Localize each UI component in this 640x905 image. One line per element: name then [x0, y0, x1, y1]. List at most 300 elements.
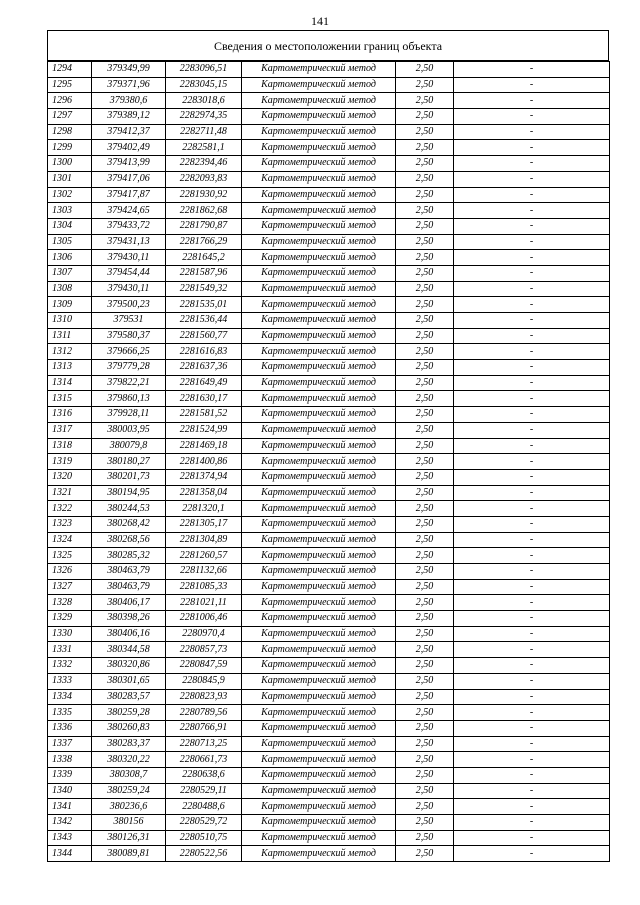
y-coordinate-cell: 2280823,93 [166, 689, 242, 705]
description-cell: - [454, 391, 610, 407]
point-number-cell: 1314 [48, 375, 92, 391]
point-number-cell: 1317 [48, 422, 92, 438]
y-coordinate-cell: 2281581,52 [166, 407, 242, 423]
description-cell: - [454, 752, 610, 768]
description-cell: - [454, 799, 610, 815]
x-coordinate-cell: 380126,31 [92, 830, 166, 846]
point-number-cell: 1333 [48, 673, 92, 689]
table-title: Сведения о местоположении границ объекта [47, 30, 609, 61]
x-coordinate-cell: 379860,13 [92, 391, 166, 407]
point-number-cell: 1307 [48, 265, 92, 281]
accuracy-cell: 2,50 [396, 689, 454, 705]
y-coordinate-cell: 2281862,68 [166, 203, 242, 219]
y-coordinate-cell: 2281645,2 [166, 250, 242, 266]
point-number-cell: 1310 [48, 313, 92, 329]
accuracy-cell: 2,50 [396, 313, 454, 329]
table-row [48, 642, 610, 658]
x-coordinate-cell: 380079,8 [92, 438, 166, 454]
description-cell: - [454, 454, 610, 470]
description-cell: - [454, 469, 610, 485]
y-coordinate-cell: 2280766,91 [166, 720, 242, 736]
x-coordinate-cell: 380194,95 [92, 485, 166, 501]
description-cell: - [454, 171, 610, 187]
accuracy-cell: 2,50 [396, 485, 454, 501]
x-coordinate-cell: 379371,96 [92, 77, 166, 93]
accuracy-cell: 2,50 [396, 626, 454, 642]
point-number-cell: 1299 [48, 140, 92, 156]
table-row [48, 109, 610, 125]
y-coordinate-cell: 2281930,92 [166, 187, 242, 203]
method-cell: Картометрический метод [242, 62, 396, 78]
table-row [48, 375, 610, 391]
description-cell: - [454, 250, 610, 266]
accuracy-cell: 2,50 [396, 203, 454, 219]
point-number-cell: 1301 [48, 171, 92, 187]
method-cell: Картометрический метод [242, 532, 396, 548]
method-cell: Картометрический метод [242, 720, 396, 736]
method-cell: Картометрический метод [242, 548, 396, 564]
accuracy-cell: 2,50 [396, 673, 454, 689]
description-cell: - [454, 548, 610, 564]
point-number-cell: 1297 [48, 109, 92, 125]
description-cell: - [454, 344, 610, 360]
table-row [48, 689, 610, 705]
accuracy-cell: 2,50 [396, 250, 454, 266]
accuracy-cell: 2,50 [396, 720, 454, 736]
method-cell: Картометрический метод [242, 391, 396, 407]
method-cell: Картометрический метод [242, 218, 396, 234]
point-number-cell: 1326 [48, 564, 92, 580]
accuracy-cell: 2,50 [396, 564, 454, 580]
method-cell: Картометрический метод [242, 611, 396, 627]
description-cell: - [454, 815, 610, 831]
y-coordinate-cell: 2281766,29 [166, 234, 242, 250]
method-cell: Картометрический метод [242, 658, 396, 674]
y-coordinate-cell: 2282974,35 [166, 109, 242, 125]
table-row [48, 469, 610, 485]
x-coordinate-cell: 379430,11 [92, 281, 166, 297]
point-number-cell: 1334 [48, 689, 92, 705]
y-coordinate-cell: 2281469,18 [166, 438, 242, 454]
y-coordinate-cell: 2282581,1 [166, 140, 242, 156]
description-cell: - [454, 642, 610, 658]
x-coordinate-cell: 379402,49 [92, 140, 166, 156]
y-coordinate-cell: 2281616,83 [166, 344, 242, 360]
accuracy-cell: 2,50 [396, 140, 454, 156]
description-cell: - [454, 846, 610, 862]
point-number-cell: 1335 [48, 705, 92, 721]
x-coordinate-cell: 379430,11 [92, 250, 166, 266]
point-number-cell: 1332 [48, 658, 92, 674]
method-cell: Картометрический метод [242, 328, 396, 344]
accuracy-cell: 2,50 [396, 218, 454, 234]
description-cell: - [454, 564, 610, 580]
x-coordinate-cell: 379433,72 [92, 218, 166, 234]
accuracy-cell: 2,50 [396, 391, 454, 407]
point-number-cell: 1342 [48, 815, 92, 831]
x-coordinate-cell: 380236,6 [92, 799, 166, 815]
accuracy-cell: 2,50 [396, 344, 454, 360]
description-cell: - [454, 265, 610, 281]
y-coordinate-cell: 2281649,49 [166, 375, 242, 391]
point-number-cell: 1320 [48, 469, 92, 485]
description-cell: - [454, 297, 610, 313]
x-coordinate-cell: 379417,06 [92, 171, 166, 187]
description-cell: - [454, 516, 610, 532]
x-coordinate-cell: 380283,37 [92, 736, 166, 752]
method-cell: Картометрический метод [242, 156, 396, 172]
table-row [48, 313, 610, 329]
x-coordinate-cell: 380268,42 [92, 516, 166, 532]
table-row [48, 187, 610, 203]
method-cell: Картометрический метод [242, 689, 396, 705]
method-cell: Картометрический метод [242, 297, 396, 313]
point-number-cell: 1328 [48, 595, 92, 611]
point-number-cell: 1306 [48, 250, 92, 266]
y-coordinate-cell: 2281630,17 [166, 391, 242, 407]
x-coordinate-cell: 379431,13 [92, 234, 166, 250]
x-coordinate-cell: 380463,79 [92, 564, 166, 580]
y-coordinate-cell: 2280529,72 [166, 815, 242, 831]
method-cell: Картометрический метод [242, 171, 396, 187]
accuracy-cell: 2,50 [396, 77, 454, 93]
table-row [48, 438, 610, 454]
point-number-cell: 1343 [48, 830, 92, 846]
table-row [48, 658, 610, 674]
y-coordinate-cell: 2280510,75 [166, 830, 242, 846]
point-number-cell: 1324 [48, 532, 92, 548]
table-row [48, 767, 610, 783]
method-cell: Картометрический метод [242, 313, 396, 329]
y-coordinate-cell: 2281587,96 [166, 265, 242, 281]
y-coordinate-cell: 2282093,83 [166, 171, 242, 187]
y-coordinate-cell: 2281400,86 [166, 454, 242, 470]
accuracy-cell: 2,50 [396, 532, 454, 548]
table-row [48, 360, 610, 376]
accuracy-cell: 2,50 [396, 846, 454, 862]
accuracy-cell: 2,50 [396, 328, 454, 344]
point-number-cell: 1338 [48, 752, 92, 768]
accuracy-cell: 2,50 [396, 454, 454, 470]
method-cell: Картометрический метод [242, 626, 396, 642]
table-row [48, 736, 610, 752]
table-row [48, 485, 610, 501]
x-coordinate-cell: 380089,81 [92, 846, 166, 862]
table-row [48, 93, 610, 109]
description-cell: - [454, 595, 610, 611]
accuracy-cell: 2,50 [396, 548, 454, 564]
accuracy-cell: 2,50 [396, 156, 454, 172]
y-coordinate-cell: 2281132,66 [166, 564, 242, 580]
description-cell: - [454, 626, 610, 642]
point-number-cell: 1309 [48, 297, 92, 313]
method-cell: Картометрический метод [242, 501, 396, 517]
accuracy-cell: 2,50 [396, 815, 454, 831]
method-cell: Картометрический метод [242, 360, 396, 376]
point-number-cell: 1336 [48, 720, 92, 736]
accuracy-cell: 2,50 [396, 642, 454, 658]
accuracy-cell: 2,50 [396, 705, 454, 721]
y-coordinate-cell: 2283045,15 [166, 77, 242, 93]
y-coordinate-cell: 2281374,94 [166, 469, 242, 485]
accuracy-cell: 2,50 [396, 658, 454, 674]
method-cell: Картометрический метод [242, 140, 396, 156]
table-row [48, 564, 610, 580]
description-cell: - [454, 579, 610, 595]
x-coordinate-cell: 380463,79 [92, 579, 166, 595]
table-row [48, 752, 610, 768]
method-cell: Картометрический метод [242, 673, 396, 689]
description-cell: - [454, 407, 610, 423]
method-cell: Картометрический метод [242, 454, 396, 470]
method-cell: Картометрический метод [242, 752, 396, 768]
method-cell: Картометрический метод [242, 595, 396, 611]
x-coordinate-cell: 380398,26 [92, 611, 166, 627]
x-coordinate-cell: 379349,99 [92, 62, 166, 78]
x-coordinate-cell: 379580,37 [92, 328, 166, 344]
point-number-cell: 1302 [48, 187, 92, 203]
x-coordinate-cell: 379424,65 [92, 203, 166, 219]
method-cell: Картометрический метод [242, 830, 396, 846]
point-number-cell: 1304 [48, 218, 92, 234]
x-coordinate-cell: 380285,32 [92, 548, 166, 564]
y-coordinate-cell: 2281536,44 [166, 313, 242, 329]
table-row [48, 171, 610, 187]
table-row [48, 344, 610, 360]
x-coordinate-cell: 379500,23 [92, 297, 166, 313]
coordinates-table [47, 61, 610, 862]
x-coordinate-cell: 380320,22 [92, 752, 166, 768]
table-row [48, 846, 610, 862]
method-cell: Картометрический метод [242, 203, 396, 219]
method-cell: Картометрический метод [242, 407, 396, 423]
x-coordinate-cell: 380201,73 [92, 469, 166, 485]
point-number-cell: 1322 [48, 501, 92, 517]
y-coordinate-cell: 2280847,59 [166, 658, 242, 674]
table-row [48, 62, 610, 78]
description-cell: - [454, 485, 610, 501]
description-cell: - [454, 532, 610, 548]
x-coordinate-cell: 380308,7 [92, 767, 166, 783]
point-number-cell: 1303 [48, 203, 92, 219]
accuracy-cell: 2,50 [396, 187, 454, 203]
table-row [48, 815, 610, 831]
accuracy-cell: 2,50 [396, 360, 454, 376]
y-coordinate-cell: 2281304,89 [166, 532, 242, 548]
description-cell: - [454, 783, 610, 799]
description-cell: - [454, 187, 610, 203]
method-cell: Картометрический метод [242, 344, 396, 360]
y-coordinate-cell: 2280488,6 [166, 799, 242, 815]
table-row [48, 140, 610, 156]
method-cell: Картометрический метод [242, 187, 396, 203]
x-coordinate-cell: 380244,53 [92, 501, 166, 517]
method-cell: Картометрический метод [242, 579, 396, 595]
point-number-cell: 1296 [48, 93, 92, 109]
x-coordinate-cell: 379779,28 [92, 360, 166, 376]
x-coordinate-cell: 380283,57 [92, 689, 166, 705]
method-cell: Картометрический метод [242, 124, 396, 140]
y-coordinate-cell: 2280522,56 [166, 846, 242, 862]
table-row [48, 579, 610, 595]
accuracy-cell: 2,50 [396, 422, 454, 438]
accuracy-cell: 2,50 [396, 109, 454, 125]
table-row [48, 705, 610, 721]
y-coordinate-cell: 2281320,1 [166, 501, 242, 517]
description-cell: - [454, 611, 610, 627]
accuracy-cell: 2,50 [396, 124, 454, 140]
y-coordinate-cell: 2281535,01 [166, 297, 242, 313]
method-cell: Картометрический метод [242, 846, 396, 862]
point-number-cell: 1318 [48, 438, 92, 454]
y-coordinate-cell: 2281549,32 [166, 281, 242, 297]
x-coordinate-cell: 379531 [92, 313, 166, 329]
table-row [48, 783, 610, 799]
y-coordinate-cell: 2280789,56 [166, 705, 242, 721]
point-number-cell: 1305 [48, 234, 92, 250]
point-number-cell: 1313 [48, 360, 92, 376]
description-cell: - [454, 62, 610, 78]
table-row [48, 548, 610, 564]
table-row [48, 281, 610, 297]
table-row [48, 407, 610, 423]
x-coordinate-cell: 380268,56 [92, 532, 166, 548]
method-cell: Картометрический метод [242, 375, 396, 391]
table-row [48, 830, 610, 846]
y-coordinate-cell: 2281021,11 [166, 595, 242, 611]
table-row [48, 532, 610, 548]
accuracy-cell: 2,50 [396, 469, 454, 485]
description-cell: - [454, 705, 610, 721]
method-cell: Картометрический метод [242, 783, 396, 799]
method-cell: Картометрический метод [242, 642, 396, 658]
point-number-cell: 1312 [48, 344, 92, 360]
accuracy-cell: 2,50 [396, 752, 454, 768]
description-cell: - [454, 736, 610, 752]
point-number-cell: 1316 [48, 407, 92, 423]
description-cell: - [454, 109, 610, 125]
x-coordinate-cell: 380259,28 [92, 705, 166, 721]
description-cell: - [454, 830, 610, 846]
y-coordinate-cell: 2282394,46 [166, 156, 242, 172]
table-row [48, 250, 610, 266]
method-cell: Картометрический метод [242, 516, 396, 532]
x-coordinate-cell: 379417,87 [92, 187, 166, 203]
accuracy-cell: 2,50 [396, 799, 454, 815]
point-number-cell: 1344 [48, 846, 92, 862]
accuracy-cell: 2,50 [396, 281, 454, 297]
point-number-cell: 1311 [48, 328, 92, 344]
x-coordinate-cell: 379822,21 [92, 375, 166, 391]
table-row [48, 626, 610, 642]
y-coordinate-cell: 2280857,73 [166, 642, 242, 658]
accuracy-cell: 2,50 [396, 783, 454, 799]
description-cell: - [454, 501, 610, 517]
table-row [48, 328, 610, 344]
point-number-cell: 1294 [48, 62, 92, 78]
x-coordinate-cell: 380259,24 [92, 783, 166, 799]
method-cell: Картометрический метод [242, 438, 396, 454]
description-cell: - [454, 360, 610, 376]
x-coordinate-cell: 379666,25 [92, 344, 166, 360]
x-coordinate-cell: 380406,17 [92, 595, 166, 611]
page-number: 141 [311, 14, 329, 28]
y-coordinate-cell: 2283096,51 [166, 62, 242, 78]
point-number-cell: 1295 [48, 77, 92, 93]
accuracy-cell: 2,50 [396, 171, 454, 187]
table-row [48, 124, 610, 140]
accuracy-cell: 2,50 [396, 62, 454, 78]
table-row [48, 156, 610, 172]
description-cell: - [454, 375, 610, 391]
x-coordinate-cell: 379389,12 [92, 109, 166, 125]
accuracy-cell: 2,50 [396, 611, 454, 627]
accuracy-cell: 2,50 [396, 501, 454, 517]
y-coordinate-cell: 2281790,87 [166, 218, 242, 234]
description-cell: - [454, 140, 610, 156]
y-coordinate-cell: 2281637,36 [166, 360, 242, 376]
y-coordinate-cell: 2281358,04 [166, 485, 242, 501]
y-coordinate-cell: 2280661,73 [166, 752, 242, 768]
y-coordinate-cell: 2281305,17 [166, 516, 242, 532]
x-coordinate-cell: 379413,99 [92, 156, 166, 172]
method-cell: Картометрический метод [242, 736, 396, 752]
description-cell: - [454, 218, 610, 234]
description-cell: - [454, 156, 610, 172]
y-coordinate-cell: 2283018,6 [166, 93, 242, 109]
method-cell: Картометрический метод [242, 767, 396, 783]
table-row [48, 203, 610, 219]
x-coordinate-cell: 380301,65 [92, 673, 166, 689]
point-number-cell: 1340 [48, 783, 92, 799]
method-cell: Картометрический метод [242, 109, 396, 125]
method-cell: Картометрический метод [242, 234, 396, 250]
method-cell: Картометрический метод [242, 469, 396, 485]
point-number-cell: 1315 [48, 391, 92, 407]
description-cell: - [454, 422, 610, 438]
x-coordinate-cell: 379928,11 [92, 407, 166, 423]
method-cell: Картометрический метод [242, 265, 396, 281]
y-coordinate-cell: 2280845,9 [166, 673, 242, 689]
point-number-cell: 1341 [48, 799, 92, 815]
accuracy-cell: 2,50 [396, 297, 454, 313]
point-number-cell: 1321 [48, 485, 92, 501]
y-coordinate-cell: 2280970,4 [166, 626, 242, 642]
method-cell: Картометрический метод [242, 93, 396, 109]
point-number-cell: 1325 [48, 548, 92, 564]
point-number-cell: 1337 [48, 736, 92, 752]
table-row [48, 218, 610, 234]
description-cell: - [454, 77, 610, 93]
point-number-cell: 1329 [48, 611, 92, 627]
x-coordinate-cell: 379454,44 [92, 265, 166, 281]
y-coordinate-cell: 2281560,77 [166, 328, 242, 344]
method-cell: Картометрический метод [242, 485, 396, 501]
y-coordinate-cell: 2282711,48 [166, 124, 242, 140]
y-coordinate-cell: 2280529,11 [166, 783, 242, 799]
accuracy-cell: 2,50 [396, 375, 454, 391]
table-row [48, 720, 610, 736]
method-cell: Картометрический метод [242, 281, 396, 297]
method-cell: Картометрический метод [242, 77, 396, 93]
description-cell: - [454, 328, 610, 344]
method-cell: Картометрический метод [242, 422, 396, 438]
description-cell: - [454, 689, 610, 705]
description-cell: - [454, 234, 610, 250]
description-cell: - [454, 438, 610, 454]
x-coordinate-cell: 380003,95 [92, 422, 166, 438]
method-cell: Картометрический метод [242, 705, 396, 721]
